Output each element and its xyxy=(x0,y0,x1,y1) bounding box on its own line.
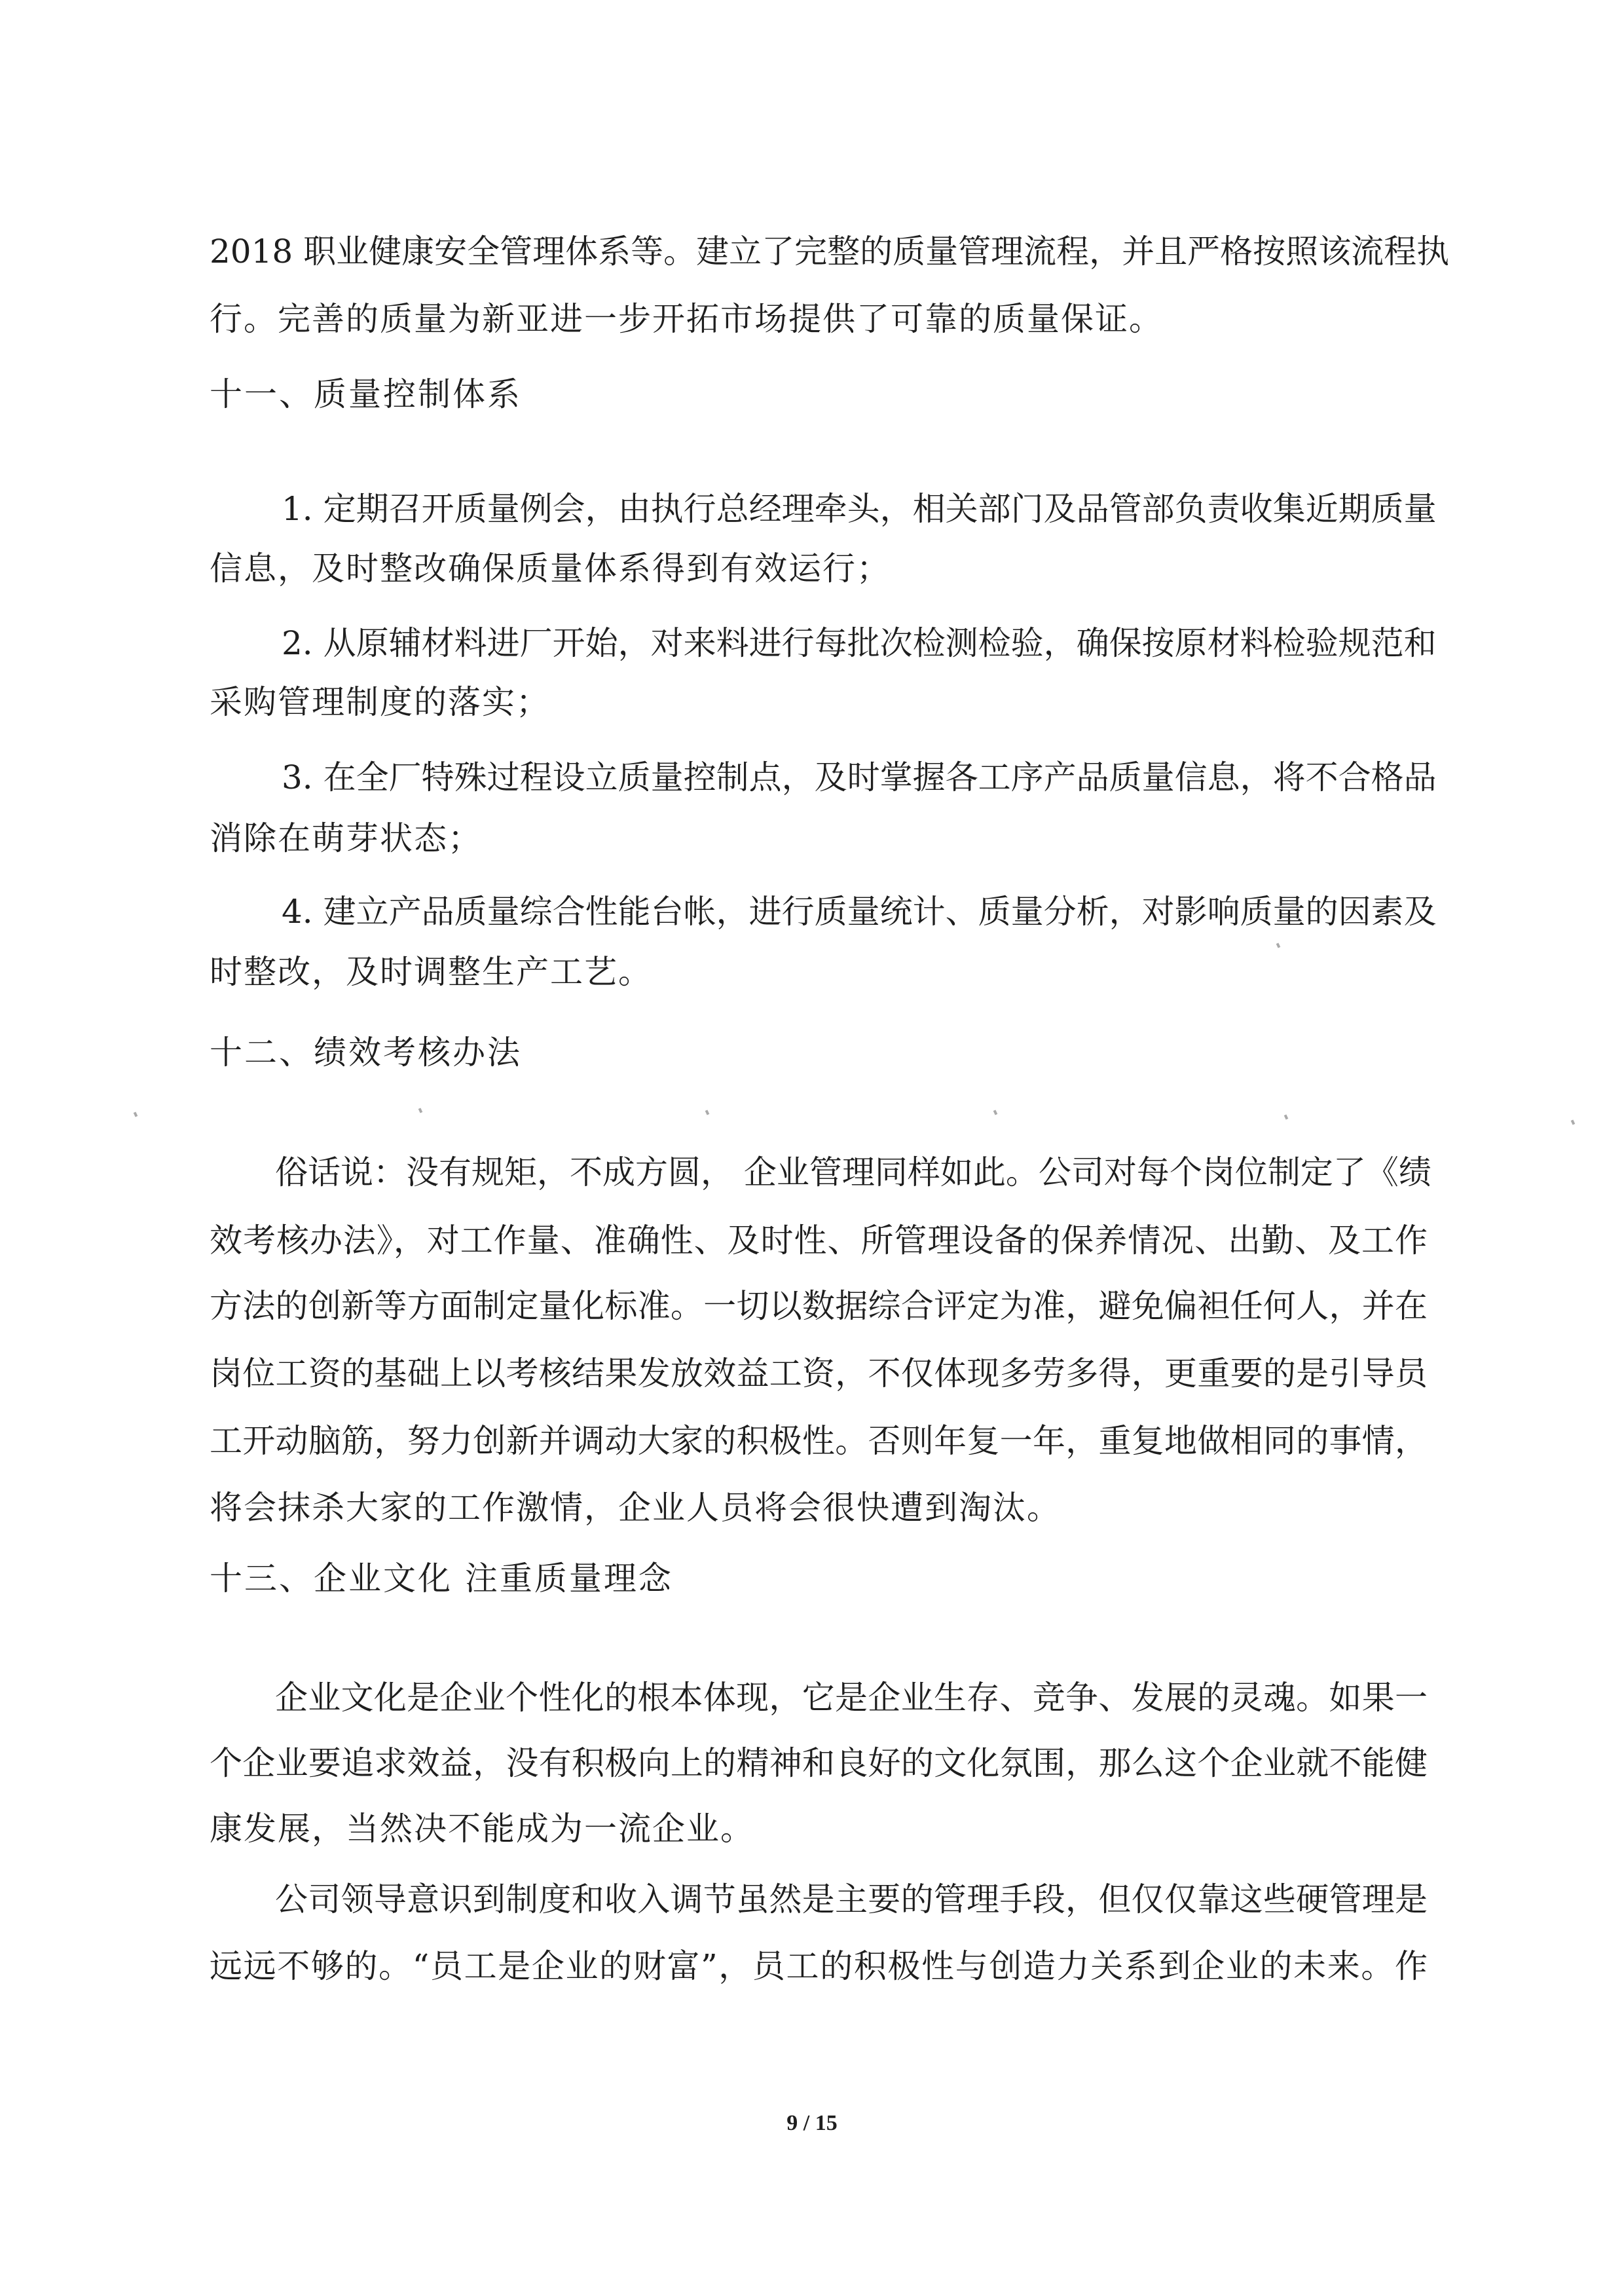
s13-p1-line3: 康发展，当然决不能成为一流企业。 xyxy=(210,1810,754,1848)
s13-p2-line1: 公司领导意识到制度和收入调节虽然是主要的管理手段，但仅仅靠这些硬管理是 xyxy=(275,1880,1428,1918)
s12-p-line6: 将会抹杀大家的工作激情，企业人员将会很快遭到淘汰。 xyxy=(210,1489,1061,1527)
s13-p2-line2: 远远不够的。“员工是企业的财富”，员工的积极性与创造力关系到企业的未来。作 xyxy=(210,1947,1428,1985)
s11-item4-line2: 时整改，及时调整生产工艺。 xyxy=(210,953,652,991)
scan-speck xyxy=(1284,1114,1289,1119)
s12-p-line2: 效考核办法》，对工作量、准确性、及时性、所管理设备的保养情况、出勤、及工作 xyxy=(210,1222,1428,1259)
s12-p-line4: 岗位工资的基础上以考核结果发放效益工资，不仅体现多劳多得，更重要的是引导员 xyxy=(210,1354,1428,1392)
page-number: 9 / 15 xyxy=(786,2111,838,2135)
scan-speck xyxy=(418,1108,423,1113)
s13-p1-line2: 个企业要追求效益，没有积极向上的精神和良好的文化氛围，那么这个企业就不能健 xyxy=(210,1744,1428,1782)
scan-speck xyxy=(993,1110,998,1115)
s11-item3-line1: 3. 在全厂特殊过程设立质量控制点，及时掌握各工序产品质量信息，将不合格品 xyxy=(282,758,1437,796)
s11-item1-line1: 1. 定期召开质量例会，由执行总经理牵头，相关部门及品管部负责收集近期质量 xyxy=(282,490,1437,528)
scan-speck xyxy=(134,1111,138,1117)
s12-p-line5: 工开动脑筋，努力创新并调动大家的积极性。否则年复一年，重复地做相同的事情， xyxy=(210,1422,1428,1460)
intro-line-1: 2018 职业健康安全管理体系等。建立了完整的质量管理流程，并且严格按照该流程执 xyxy=(210,233,1450,271)
s12-p-line3: 方法的创新等方面制定量化标准。一切以数据综合评定为准，避免偏袒任何人，并在 xyxy=(210,1287,1428,1325)
intro-line-2: 行。完善的质量为新亚进一步开拓市场提供了可靠的质量保证。 xyxy=(210,300,1163,338)
s11-item1-line2: 信息，及时整改确保质量体系得到有效运行； xyxy=(210,550,891,588)
section-11-heading: 十一、质量控制体系 xyxy=(210,375,522,413)
scan-speck xyxy=(705,1110,710,1115)
section-13-heading: 十三、企业文化 注重质量理念 xyxy=(210,1559,673,1597)
s11-item2-line2: 采购管理制度的落实； xyxy=(210,683,550,721)
s13-p1-line1: 企业文化是企业个性化的根本体现，它是企业生存、竞争、发展的灵魂。如果一 xyxy=(275,1679,1428,1717)
scan-speck xyxy=(1276,942,1281,948)
s12-p-line1: 俗话说：没有规矩，不成方圆， 企业管理同样如此。公司对每个岗位制定了《绩 xyxy=(275,1153,1431,1191)
s11-item2-line1: 2. 从原辅材料进厂开始，对来料进行每批次检测检验，确保按原材料检验规范和 xyxy=(282,624,1437,662)
s11-item4-line1: 4. 建立产品质量综合性能台帐，进行质量统计、质量分析，对影响质量的因素及 xyxy=(282,893,1437,931)
scan-speck xyxy=(1571,1119,1576,1125)
section-12-heading: 十二、绩效考核办法 xyxy=(210,1034,522,1072)
s11-item3-line2: 消除在萌芽状态； xyxy=(210,819,482,857)
